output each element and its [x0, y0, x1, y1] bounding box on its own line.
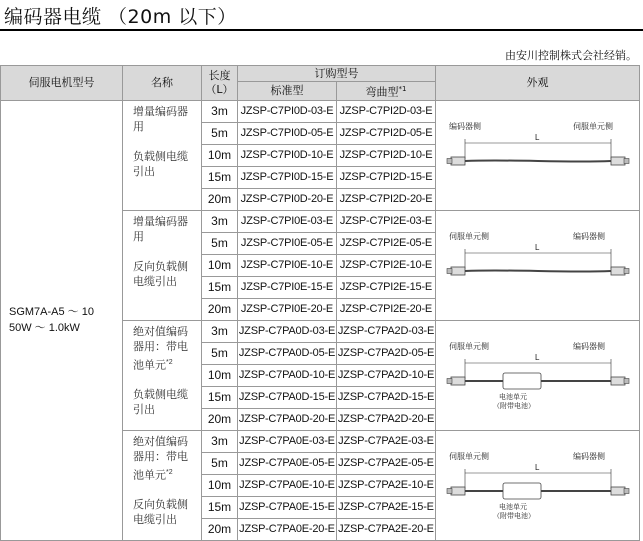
standard-model-cell: JZSP-C7PI0E-05-E	[238, 232, 337, 254]
right-side-label: 编码器侧	[572, 232, 605, 242]
length-cell: 15m	[202, 386, 238, 408]
cable-name-part1: 增量编码器用	[133, 105, 188, 133]
curved-model-cell: JZSP-C7PI2D-05-E	[337, 122, 436, 144]
standard-model-cell: JZSP-C7PA0D-03-E	[238, 320, 337, 342]
cable-drawing-1	[443, 225, 633, 305]
length-cell: 20m	[202, 298, 238, 320]
appearance-cell	[436, 100, 640, 210]
standard-model-cell: JZSP-C7PA0D-15-E	[238, 386, 337, 408]
cable-name-cell	[123, 100, 202, 210]
curved-model-cell: JZSP-C7PA2D-05-E	[337, 342, 436, 364]
header-order-model: 订购型号	[238, 66, 436, 82]
curved-model-cell: JZSP-C7PA2E-03-E	[337, 430, 436, 452]
standard-model-cell: JZSP-C7PI0D-20-E	[238, 188, 337, 210]
cable	[465, 271, 611, 272]
battery-note: （附带电池）	[492, 513, 535, 521]
standard-model-cell: JZSP-C7PI0E-15-E	[238, 276, 337, 298]
standard-model-cell: JZSP-C7PA0E-20-E	[238, 518, 337, 540]
standard-model-cell: JZSP-C7PA0D-05-E	[238, 342, 337, 364]
right-connector-tip	[624, 379, 629, 384]
length-cell: 20m	[202, 188, 238, 210]
cable-name-part2: 反向负载侧电缆引出	[133, 499, 188, 527]
right-connector-tip	[624, 269, 629, 274]
servo-model-line1: SGM7A-A5 ～ 10	[9, 306, 94, 319]
cable-name-cell	[123, 320, 202, 430]
left-connector-tip	[447, 489, 452, 494]
battery-unit	[503, 483, 541, 499]
header-appearance: 外观	[436, 66, 640, 101]
cable-name-cell	[123, 430, 202, 540]
standard-model-cell: JZSP-C7PA0E-03-E	[238, 430, 337, 452]
length-cell: 3m	[202, 100, 238, 122]
right-connector	[611, 377, 625, 385]
header-curved-note: *1	[398, 85, 407, 93]
left-side-label: 伺服单元侧	[448, 342, 489, 352]
cable-name-note: *2	[166, 358, 173, 366]
standard-model-cell: JZSP-C7PI0E-20-E	[238, 298, 337, 320]
battery-unit	[503, 373, 541, 389]
encoder-cable-table	[0, 65, 640, 541]
left-connector-tip	[447, 269, 452, 274]
curved-model-cell: JZSP-C7PI2D-15-E	[337, 166, 436, 188]
cable-name-gap	[133, 245, 195, 260]
standard-model-cell: JZSP-C7PA0E-10-E	[238, 474, 337, 496]
curved-model-cell: JZSP-C7PI2E-05-E	[337, 232, 436, 254]
length-cell: 10m	[202, 474, 238, 496]
length-cell: 3m	[202, 430, 238, 452]
length-label: L	[534, 463, 539, 473]
left-connector	[451, 487, 465, 495]
curved-model-cell: JZSP-C7PA2E-05-E	[337, 452, 436, 474]
right-side-label: 伺服单元侧	[572, 122, 613, 132]
curved-model-cell: JZSP-C7PI2D-20-E	[337, 188, 436, 210]
standard-model-cell: JZSP-C7PI0D-10-E	[238, 144, 337, 166]
right-side-label: 编码器侧	[572, 342, 605, 352]
battery-note: （附带电池）	[492, 403, 535, 411]
battery-label: 电池单元	[498, 504, 527, 512]
distributor-note: 由安川控制株式会社经销。	[505, 49, 637, 62]
curved-model-cell: JZSP-C7PA2E-15-E	[337, 496, 436, 518]
page-title: 编码器电缆 （20m 以下）	[4, 6, 237, 28]
appearance-cell	[436, 320, 640, 430]
cable-name-part1: 增量编码器用	[133, 215, 188, 243]
servo-model-line2: 50W ～ 1.0kW	[9, 322, 80, 335]
right-connector	[611, 267, 625, 275]
curved-model-cell: JZSP-C7PA2E-20-E	[337, 518, 436, 540]
cable-name-gap	[133, 135, 195, 150]
left-side-label: 伺服单元侧	[448, 232, 489, 242]
curved-model-cell: JZSP-C7PI2E-10-E	[337, 254, 436, 276]
header-servo-model: 伺服电机型号	[1, 66, 123, 101]
standard-model-cell: JZSP-C7PI0E-03-E	[238, 210, 337, 232]
cable-name-cell	[123, 210, 202, 320]
length-cell: 15m	[202, 496, 238, 518]
cable-name-note: *2	[166, 468, 173, 476]
header-curved-label: 弯曲型	[365, 85, 399, 99]
appearance-cell	[436, 210, 640, 320]
cable	[465, 161, 611, 162]
length-cell: 3m	[202, 320, 238, 342]
left-connector	[451, 377, 465, 385]
left-side-label: 编码器侧	[448, 122, 481, 132]
length-cell: 15m	[202, 276, 238, 298]
length-label: L	[534, 353, 539, 363]
cable-drawing-3	[443, 445, 633, 525]
length-cell: 5m	[202, 342, 238, 364]
curved-model-cell: JZSP-C7PA2E-10-E	[337, 474, 436, 496]
curved-model-cell: JZSP-C7PA2D-03-E	[337, 320, 436, 342]
length-label: L	[534, 243, 539, 253]
length-cell: 10m	[202, 254, 238, 276]
curved-model-cell: JZSP-C7PA2D-15-E	[337, 386, 436, 408]
curved-model-cell: JZSP-C7PI2D-10-E	[337, 144, 436, 166]
header-curved	[337, 82, 436, 101]
table-row	[1, 100, 640, 122]
length-cell: 20m	[202, 408, 238, 430]
right-connector	[611, 487, 625, 495]
length-cell: 5m	[202, 452, 238, 474]
left-side-label: 伺服单元侧	[448, 452, 489, 462]
right-connector-tip	[624, 489, 629, 494]
length-cell: 3m	[202, 210, 238, 232]
cable-name-part2: 反向负载侧电缆引出	[133, 260, 188, 288]
curved-model-cell: JZSP-C7PI2E-20-E	[337, 298, 436, 320]
length-cell: 5m	[202, 232, 238, 254]
standard-model-cell: JZSP-C7PI0D-05-E	[238, 122, 337, 144]
header-standard: 标准型	[238, 82, 337, 101]
length-cell: 15m	[202, 166, 238, 188]
cable-drawing-0	[443, 115, 633, 195]
cable-name-part2: 负载侧电缆引出	[133, 389, 188, 417]
curved-model-cell: JZSP-C7PI2E-03-E	[337, 210, 436, 232]
appearance-cell	[436, 430, 640, 540]
battery-label: 电池单元	[498, 394, 527, 402]
header-name: 名称	[123, 66, 202, 101]
length-label: L	[534, 133, 539, 143]
table-body	[1, 100, 640, 540]
length-cell: 5m	[202, 122, 238, 144]
title-rule	[0, 29, 643, 31]
right-connector	[611, 157, 625, 165]
length-cell: 10m	[202, 364, 238, 386]
standard-model-cell: JZSP-C7PA0E-05-E	[238, 452, 337, 474]
right-side-label: 编码器侧	[572, 452, 605, 462]
standard-model-cell: JZSP-C7PA0E-15-E	[238, 496, 337, 518]
cable-name-part1: 绝对值编码器用：带电池单元$^{*2}$	[133, 435, 188, 482]
curved-model-cell: JZSP-C7PA2D-10-E	[337, 364, 436, 386]
cable-name-gap	[133, 373, 195, 388]
left-connector-tip	[447, 379, 452, 384]
cable-drawing-2	[443, 335, 633, 415]
right-connector-tip	[624, 159, 629, 164]
standard-model-cell: JZSP-C7PI0E-10-E	[238, 254, 337, 276]
left-connector	[451, 157, 465, 165]
header-length-unit: （L）	[205, 82, 234, 96]
header-length	[202, 66, 238, 101]
curved-model-cell: JZSP-C7PA2D-20-E	[337, 408, 436, 430]
cable-name-part1: 绝对值编码器用：带电池单元$^{*2}$	[133, 325, 188, 372]
header-length-label: 长度	[208, 68, 231, 82]
cable-name-gap	[133, 483, 195, 498]
standard-model-cell: JZSP-C7PI0D-03-E	[238, 100, 337, 122]
left-connector	[451, 267, 465, 275]
length-cell: 20m	[202, 518, 238, 540]
standard-model-cell: JZSP-C7PI0D-15-E	[238, 166, 337, 188]
length-cell: 10m	[202, 144, 238, 166]
curved-model-cell: JZSP-C7PI2E-15-E	[337, 276, 436, 298]
standard-model-cell: JZSP-C7PA0D-10-E	[238, 364, 337, 386]
cable-name-part2: 负载侧电缆引出	[133, 150, 188, 178]
servo-model-cell	[1, 100, 123, 540]
left-connector-tip	[447, 159, 452, 164]
curved-model-cell: JZSP-C7PI2D-03-E	[337, 100, 436, 122]
standard-model-cell: JZSP-C7PA0D-20-E	[238, 408, 337, 430]
